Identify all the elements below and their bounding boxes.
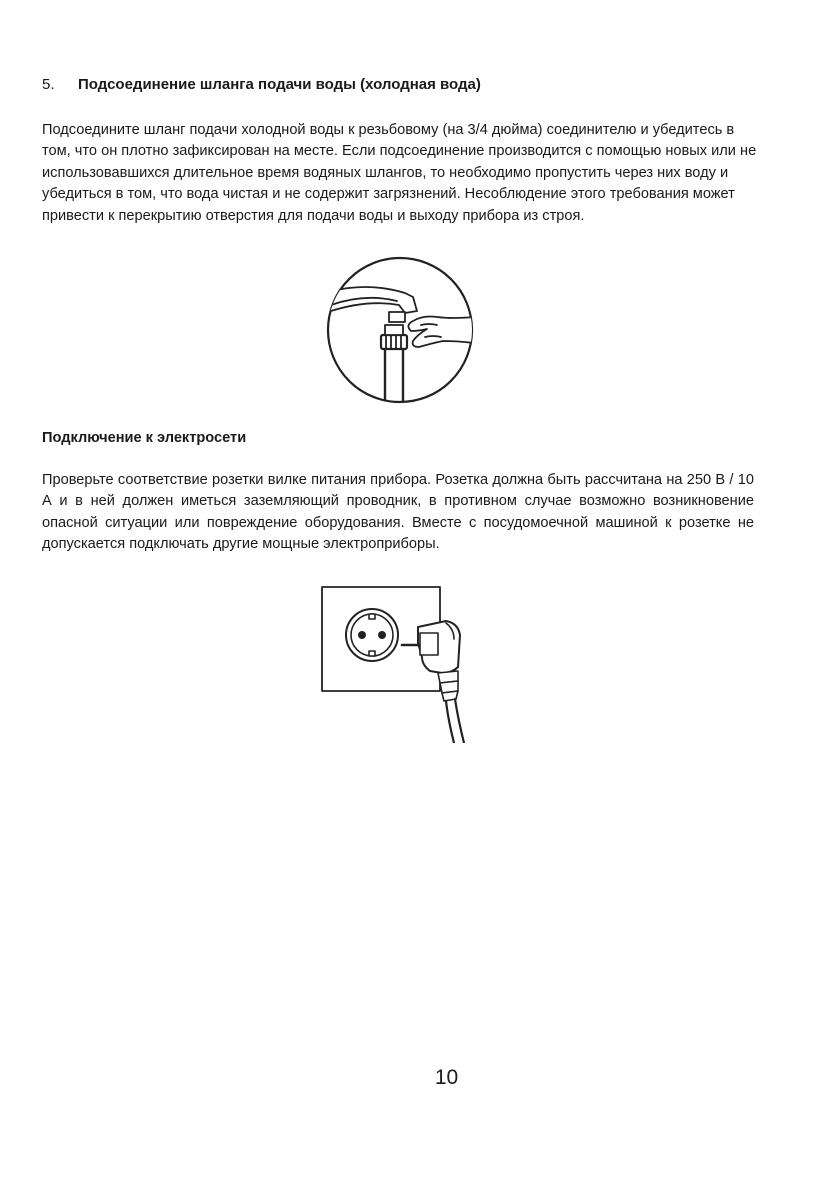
section-heading (42, 75, 762, 95)
socket-ground-top (369, 614, 375, 619)
faucet-hose-illustration (325, 255, 475, 405)
plug-face (420, 633, 438, 655)
faucet-hose-drawing (325, 255, 475, 405)
page-number: 10 (434, 1066, 459, 1089)
socket-plug-illustration (318, 583, 478, 743)
section-number: 5. (42, 76, 55, 93)
socket-hole-right (379, 632, 385, 638)
hose-collar (385, 325, 403, 335)
socket-plug-drawing (318, 583, 478, 743)
socket-ground-bottom (369, 651, 375, 656)
section-title: Подсоединение шланга подачи воды (холодная вода) (78, 76, 481, 93)
water-hose-paragraph: Подсоедините шланг подачи холодной воды к резьбовому (на 3/4 дюйма) соединителю и убедитесь в том, что он плотно зафиксирован на месте. Если подсоединение производится с помощью новых или не использовавшихся длительное время водяных шлангов, то необходимо пропустить через них воду и убедиться в том, что вода чистая и не содержит загрязнений. Несоблюдение этого требования может привести к перекрытию отверстия для подачи воды и выходу прибора из строя. (42, 122, 757, 224)
hand-finger-line-2 (425, 336, 441, 337)
cable-left (446, 701, 454, 743)
faucet-outlet (389, 312, 405, 322)
socket-hole-left (359, 632, 365, 638)
hose-nut (381, 335, 407, 349)
cable-right (455, 699, 464, 743)
hand-finger-line (421, 324, 437, 325)
electrical-heading: Подключение к электросети (42, 430, 247, 446)
electrical-paragraph: Проверьте соответствие розетки вилке питания прибора. Розетка должна быть рассчитана на 250 В / 10 А и в ней должен иметься заземляющий проводник, в противном случае возможно возникновение опасной ситуации или повреждение оборудования. Вместе с посудомоечной машиной к розетке не допускается подключать другие мощные электроприборы. (42, 472, 754, 553)
